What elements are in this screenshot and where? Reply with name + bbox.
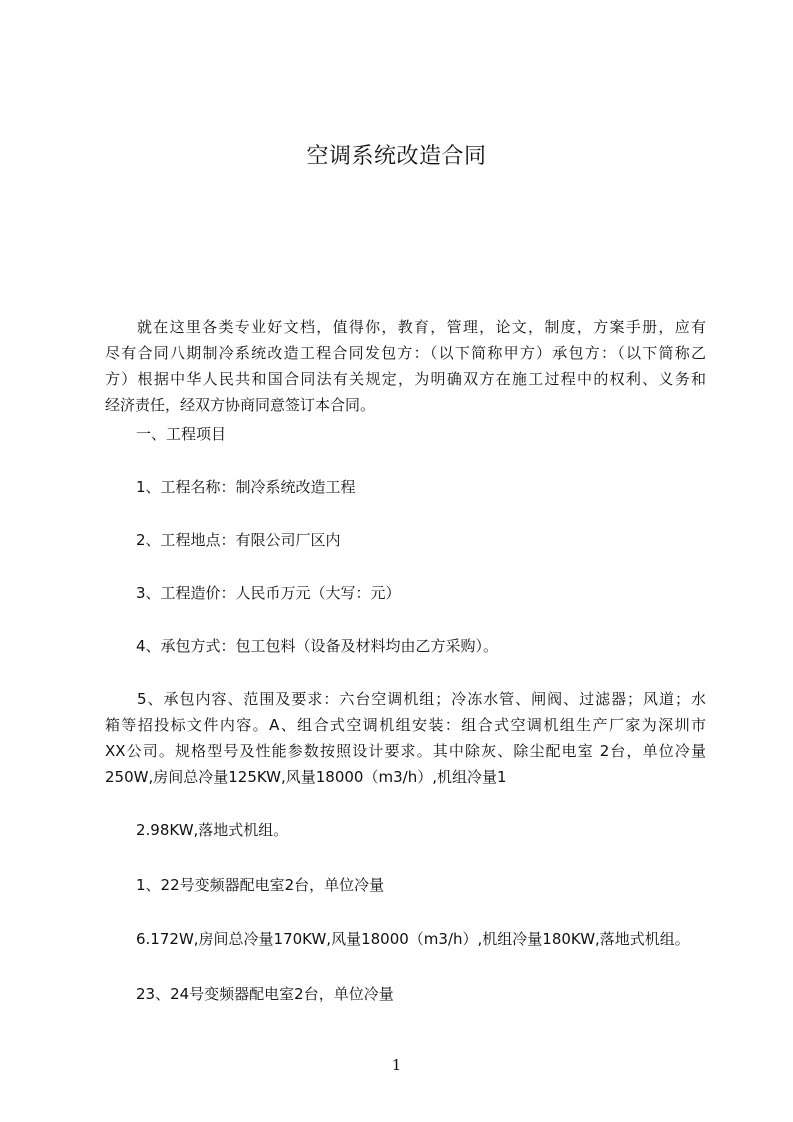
intro-line: 经济责任，经双方协商同意签订本合同。 — [105, 396, 376, 414]
spec-line-b — [136, 872, 737, 898]
spec-line-a — [136, 817, 737, 843]
spec-line-d — [136, 981, 737, 1007]
page-number: 1 — [391, 1056, 402, 1074]
item-text: 1、工程名称：制冷系统改造工程 — [136, 478, 356, 496]
section-heading — [136, 421, 737, 447]
section-heading-text: 一、工程项目 — [136, 425, 227, 443]
spec-text: 2.98KW,落地式机组。 — [136, 821, 289, 839]
scope-line: 箱等招投标文件内容。A、组合式空调机组安装：组合式空调机组生产厂家为深圳市 — [105, 716, 706, 734]
document-title: 空调系统改造合同 — [306, 144, 487, 169]
item-text: 2、工程地点：有限公司厂区内 — [136, 531, 341, 549]
scope-line: 250W,房间总冷量125KW,风量18000（m3/h）,机组冷量1 — [105, 768, 507, 786]
intro-line: 方）根据中华人民共和国合同法有关规定，为明确双方在施工过程中的权利、义务和 — [105, 370, 706, 388]
scope-line: XX公司。规格型号及性能参数按照设计要求。其中除灰、除尘配电室 2台，单位冷量 — [105, 742, 706, 760]
item-contract-scope — [105, 686, 706, 790]
item-project-location — [136, 527, 737, 553]
spec-text: 23、24号变频器配电室2台，单位冷量 — [136, 985, 394, 1003]
intro-paragraph — [105, 314, 706, 418]
item-project-name — [136, 474, 737, 500]
intro-line: 就在这里各类专业好文档，值得你，教育，管理，论文，制度，方案手册，应有 — [137, 318, 706, 336]
item-text: 3、工程造价：人民币万元（大写：元） — [136, 584, 401, 602]
spec-text: 1、22号变频器配电室2台，单位冷量 — [136, 876, 385, 894]
scope-line: 5、承包内容、范围及要求：六台空调机组；冷冻水管、闸阀、过滤器；风道；水 — [137, 690, 706, 708]
intro-line: 尽有合同八期制冷系统改造工程合同发包方：（以下简称甲方）承包方：（以下简称乙 — [105, 344, 706, 362]
item-contract-method — [136, 633, 737, 659]
spec-text: 6.172W,房间总冷量170KW,风量18000（m3/h）,机组冷量180KW,落地式机组。 — [136, 930, 690, 948]
spec-line-c — [136, 926, 737, 952]
item-project-cost — [136, 580, 737, 606]
item-text: 4、承包方式：包工包料（设备及材料均由乙方采购）。 — [136, 637, 499, 655]
